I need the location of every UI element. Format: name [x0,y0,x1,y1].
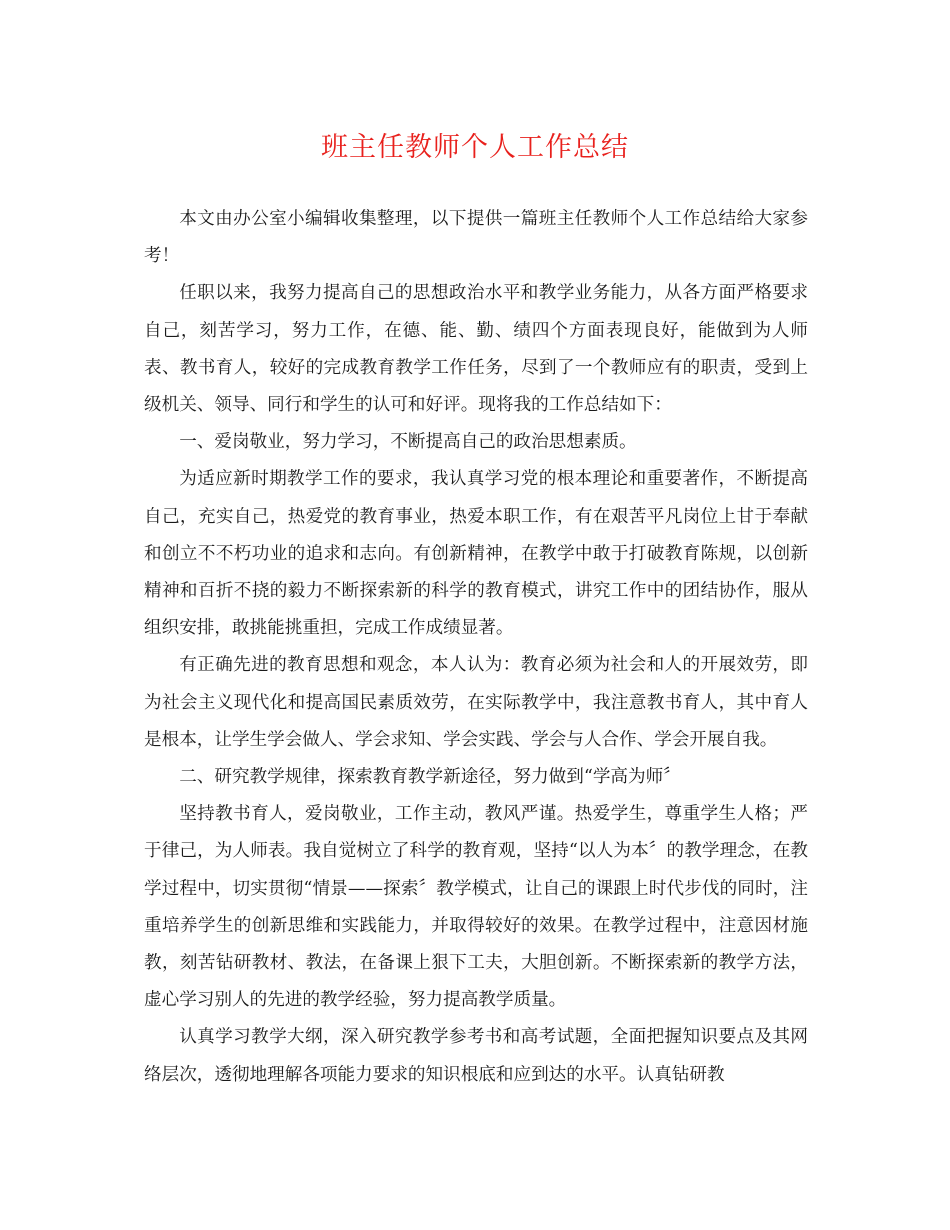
section-heading-2: 二、研究教学规律，探索教育教学新途径，努力做到“学高为师〞 [179,767,681,788]
paragraph-overview: 任职以来，我努力提高自己的思想政治水平和教学业务能力，从各方面严格要求自己，刻苦学习，努力工作，在德、能、勤、绩四个方面表现良好，能做到为人师表、教书育人，较好的完成教育教学工作任务，尽到了一个教师应有的职责，受到上级机关、领导、同行和学生的认可和好评。现将我的工作总结如下： [144,283,808,416]
paragraph-intro: 本文由办公室小编辑收集整理，以下提供一篇班主任教师个人工作总结给大家参考！ [144,209,808,267]
paragraph-body: 有正确先进的教育思想和观念，本人认为：教育必须为社会和人的开展效劳，即为社会主义现代化和提高国民素质效劳，在实际教学中，我注意教书育人，其中育人是根本，让学生学会做人、学会求知、学会实践、学会与人合作、学会开展自我。 [144,655,808,750]
paragraph-body: 坚持教书育人，爱岗敬业，工作主动，教风严谨。热爱学生，尊重学生人格；严于律己，为人师表。我自觉树立了科学的教育观，坚持“以人为本〞的教学理念，在教学过程中，切实贯彻“情景——探索〞教学模式，让自己的课跟上时代步伐的同时，注重培养学生的创新思维和实践能力，并取得较好的效果。在教学过程中，注意因材施教，刻苦钻研教材、教法，在备课上狠下工夫，大胆创新。不断探索新的教学方法，虚心学习别人的先进的教学经验，努力提高教学质量。 [144,804,808,1011]
document-body [144,201,808,1094]
document-title: 班主任教师个人工作总结 [321,132,629,163]
paragraph-body: 认真学习教学大纲，深入研究教学参考书和高考试题，全面把握知识要点及其网络层次，透彻地理解各项能力要求的知识根底和应到达的水平。认真钻研教 [144,1027,808,1085]
section-heading-1: 一、爱岗敬业，努力学习，不断提高自己的政治思想素质。 [179,432,637,453]
paragraph-body: 为适应新时期教学工作的要求，我认真学习党的根本理论和重要著作，不断提高自己，充实自己，热爱党的教育事业，热爱本职工作，有在艰苦平凡岗位上甘于奉献和创立不不朽功业的追求和志向。有创新精神，在教学中敢于打破教育陈规，以创新精神和百折不挠的毅力不断探索新的科学的教育模式，讲究工作中的团结协作，服从组织安排，敢挑能挑重担，完成工作成绩显著。 [144,469,808,639]
